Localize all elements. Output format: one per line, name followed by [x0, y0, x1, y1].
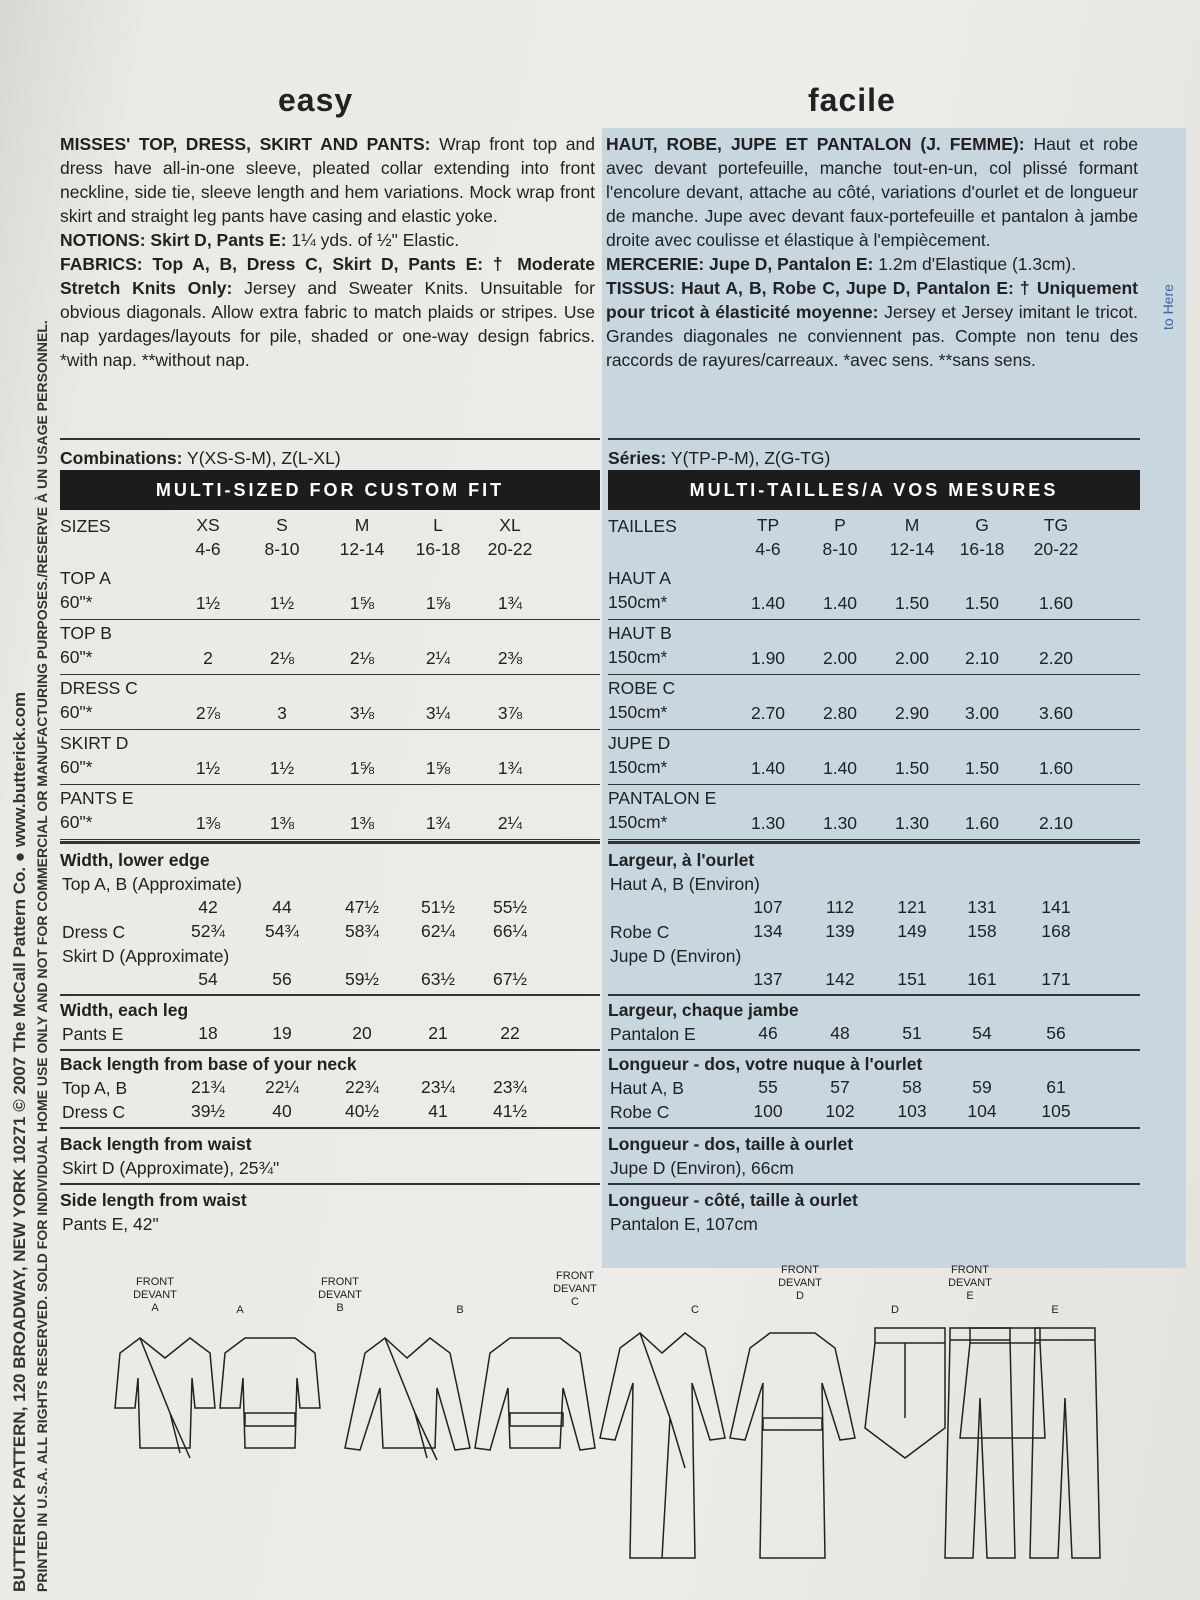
rule — [608, 438, 1140, 440]
top-a-front — [115, 1338, 215, 1458]
measurement-value: 55 — [758, 1077, 778, 1097]
rule — [60, 994, 600, 996]
view-label: FRONT DEVANT A — [133, 1276, 177, 1314]
fabric-width: 150cm* — [608, 702, 668, 722]
combinations-label: Combinations: — [60, 448, 183, 468]
size-code: TG — [1043, 515, 1069, 535]
pants-e-back — [1030, 1328, 1100, 1558]
thick-rule — [608, 841, 1140, 844]
size-range: 20-22 — [487, 539, 533, 559]
section-label: Skirt D (Approximate) — [62, 946, 230, 966]
paragraph-text: Jersey et Jersey imitant le tricot. Grandes diagonales ne conviennent pas. Compte non tenu des raccords de rayures/carreaux. *avec sens. **sans sens. — [606, 302, 1138, 370]
size-range: 8-10 — [822, 539, 858, 559]
yardage-value: 1¾ — [497, 758, 523, 778]
paragraph-text: Haut et robe avec devant portefeuille, manche tout-en-un, col plissé formant l'encolure devant, attache au côté, variations d'ourlet et de longueur de manche. Jupe avec devant faux-portefeuille et pantalon à jambe droite avec coulisse et élastique à l'empiècement. — [606, 134, 1138, 250]
size-header-row — [60, 515, 600, 563]
yardage-value: 1⅝ — [425, 758, 451, 778]
fabric-width: 150cm* — [608, 647, 668, 667]
measurement-value: 61 — [1046, 1077, 1066, 1097]
yardage-value: 1.60 — [1038, 758, 1074, 778]
measurement-value: 142 — [825, 969, 855, 989]
section-title: Longueur - dos, taille à ourlet — [608, 1134, 854, 1154]
yardage-value: 2.10 — [1038, 813, 1074, 833]
combinations-value: Y(TP-P-M), Z(G-TG) — [666, 448, 831, 468]
measurement-value: 21 — [428, 1023, 448, 1043]
yardage-value: 2⅛ — [349, 648, 375, 668]
size-code: G — [975, 515, 989, 535]
section-title: Back length from base of your neck — [60, 1054, 357, 1074]
size-range: 16-18 — [415, 539, 461, 559]
measurement-value: 112 — [826, 897, 854, 917]
measurement-value: 46 — [758, 1023, 778, 1043]
section-label: Pants E, 42" — [62, 1214, 159, 1234]
yardage-value: 1½ — [269, 758, 295, 778]
yardage-value: 1⅝ — [425, 593, 451, 613]
measurement-value: 41 — [428, 1101, 448, 1121]
section-label: Jupe D (Environ) — [610, 946, 742, 966]
measurement-value: 57 — [830, 1077, 850, 1097]
measurement-value: 39½ — [190, 1101, 226, 1121]
section-label: Skirt D (Approximate), 25¾" — [62, 1158, 280, 1178]
measurement-value: 56 — [272, 969, 292, 989]
yardage-value: 1¾ — [497, 593, 523, 613]
edge-text: to Here — [1160, 284, 1176, 330]
yardage-value: 1⅜ — [195, 813, 221, 833]
section-label: Pantalon E — [610, 1024, 696, 1044]
yardage-value: 1.50 — [964, 758, 1000, 778]
yardage-value: 2⅞ — [195, 703, 221, 723]
view-name: ROBE C — [608, 678, 676, 698]
yardage-value: 1.50 — [894, 758, 930, 778]
measurement-value: 54¾ — [264, 921, 300, 941]
paragraph-lead: MISSES' TOP, DRESS, SKIRT AND PANTS: — [60, 134, 431, 154]
yardage-value: 2.90 — [894, 703, 930, 723]
size-code: TP — [756, 515, 780, 535]
fabric-width: 60"* — [60, 592, 93, 612]
size-header-row — [608, 515, 1140, 563]
top-a-back — [220, 1338, 320, 1448]
paragraph-lead: NOTIONS: Skirt D, Pants E: — [60, 230, 287, 250]
measurement-value: 149 — [897, 921, 927, 941]
yardage-value: 1.60 — [964, 813, 1000, 833]
multi-size-banner: MULTI-SIZED FOR CUSTOM FIT — [60, 470, 600, 510]
view-label: C — [691, 1304, 699, 1316]
size-range: 12-14 — [889, 539, 935, 559]
yardage-value: 2.10 — [964, 648, 1000, 668]
view-name: JUPE D — [608, 733, 671, 753]
measurement-value: 21¾ — [190, 1077, 226, 1097]
rule — [60, 1127, 600, 1129]
yardage-value: 1.90 — [750, 648, 786, 668]
size-range: 4-6 — [195, 539, 221, 559]
measurement-value: 18 — [198, 1023, 218, 1043]
size-code: S — [276, 515, 288, 535]
yardage-value: 1.40 — [822, 593, 858, 613]
measurement-value: 19 — [272, 1023, 292, 1043]
section-title: Width, each leg — [60, 1000, 189, 1020]
measurement-value: 59½ — [344, 969, 380, 989]
top-b-front — [345, 1338, 470, 1460]
table-row — [608, 677, 1140, 730]
yardage-value: 2 — [203, 648, 213, 668]
combinations — [608, 446, 830, 470]
measurement-value: 66¼ — [492, 921, 528, 941]
table-row — [60, 622, 600, 675]
skirt-d-front — [865, 1328, 945, 1458]
view-label: A — [236, 1304, 244, 1316]
measurement-value: 139 — [825, 921, 855, 941]
dress-c-back — [730, 1333, 855, 1558]
view-label: B — [456, 1304, 464, 1316]
section-label: Top A, B — [62, 1078, 128, 1098]
measurement-value: 137 — [753, 969, 783, 989]
heading-en: easy — [278, 82, 354, 118]
section-label: Robe C — [610, 922, 670, 942]
yardage-value: 1.40 — [750, 593, 786, 613]
rule — [608, 994, 1140, 996]
measurement-value: 20 — [352, 1023, 372, 1043]
measurement-value: 47½ — [344, 897, 380, 917]
size-range: 20-22 — [1033, 539, 1079, 559]
view-name: TOP B — [60, 623, 112, 643]
rule — [608, 1183, 1140, 1185]
rule — [60, 438, 600, 440]
measurement-value: 51 — [902, 1023, 922, 1043]
measurement-value: 141 — [1041, 897, 1071, 917]
size-code: XL — [499, 515, 521, 535]
measurement-value: 102 — [825, 1101, 855, 1121]
combinations-value: Y(XS-S-M), Z(L-XL) — [182, 448, 341, 468]
paragraph — [606, 252, 1138, 276]
measurement-value: 22¼ — [264, 1077, 300, 1097]
yardage-value: 3.60 — [1038, 703, 1074, 723]
measurement-value: 104 — [967, 1101, 997, 1121]
measurement-value: 41½ — [492, 1101, 528, 1121]
size-code: M — [354, 515, 370, 535]
measurement-value: 58 — [902, 1077, 922, 1097]
section-title: Back length from waist — [60, 1134, 252, 1154]
section-label: Jupe D (Environ), 66cm — [610, 1158, 794, 1178]
yardage-value: 2¼ — [425, 648, 451, 668]
yardage-value: 1⅝ — [349, 593, 375, 613]
view-name: PANTS E — [60, 788, 134, 808]
view-label: FRONT DEVANT D — [778, 1264, 822, 1302]
yardage-value: 1.30 — [750, 813, 786, 833]
section-title: Longueur - côté, taille à ourlet — [608, 1190, 858, 1210]
yardage-value: 1⅜ — [269, 813, 295, 833]
paragraph-text: 1¼ yds. of ½" Elastic. — [286, 230, 460, 250]
paragraph — [60, 228, 595, 252]
fabric-width: 150cm* — [608, 592, 668, 612]
measurement-value: 42 — [198, 897, 218, 917]
measurement-value: 161 — [967, 969, 997, 989]
table-row — [60, 787, 600, 840]
yardage-value: 3⅛ — [349, 703, 375, 723]
measurement-value: 100 — [753, 1101, 783, 1121]
table-row — [608, 787, 1140, 840]
paragraph-lead: MERCERIE: Jupe D, Pantalon E: — [606, 254, 874, 274]
table-row — [60, 677, 600, 730]
rule — [608, 1127, 1140, 1129]
table-row — [608, 622, 1140, 675]
yardage-value: 1.40 — [750, 758, 786, 778]
measurement-value: 103 — [897, 1101, 927, 1121]
rule — [608, 1049, 1140, 1051]
section-label: Top A, B (Approximate) — [62, 874, 242, 894]
section-label: Pants E — [62, 1024, 124, 1044]
measurement-value: 58¾ — [344, 921, 380, 941]
yardage-value: 1¾ — [425, 813, 451, 833]
legal-notice: PRINTED IN U.S.A. ALL RIGHTS RESERVED. SOLD FOR INDIVIDUAL HOME USE ONLY AND NOT FOR COMMERCIAL OR MANUFACTURING PURPOSES./RESERVE À UN USAGE PERSONNEL. — [34, 320, 50, 1592]
fabric-width: 60"* — [60, 647, 93, 667]
paragraph-lead: TISSUS: Haut A, B, Robe C, Jupe D, Pantalon E: † Uniquement pour tricot à élasticité moyenne: — [606, 278, 1138, 322]
size-code: P — [834, 515, 846, 535]
measurement-value: 56 — [1046, 1023, 1066, 1043]
view-name: PANTALON E — [608, 788, 717, 808]
measurement-value: 23¼ — [420, 1077, 456, 1097]
section-title: Width, lower edge — [60, 850, 210, 870]
fabric-width: 60"* — [60, 757, 93, 777]
rule — [60, 1183, 600, 1185]
measurement-value: 62¼ — [420, 921, 456, 941]
yardage-value: 2.00 — [894, 648, 930, 668]
measurement-value: 131 — [967, 897, 997, 917]
measurement-value: 171 — [1041, 969, 1071, 989]
section-label: Dress C — [62, 1102, 126, 1122]
measurement-value: 22 — [500, 1023, 520, 1043]
measurement-value: 52¾ — [190, 921, 226, 941]
size-range: 8-10 — [264, 539, 300, 559]
yardage-value: 2.20 — [1038, 648, 1074, 668]
yardage-value: 2⅜ — [497, 648, 523, 668]
table-row — [608, 567, 1140, 620]
measurement-value: 67½ — [492, 969, 528, 989]
measurement-value: 40 — [272, 1101, 292, 1121]
yardage-value: 1½ — [269, 593, 295, 613]
paragraph — [60, 132, 595, 228]
thick-rule — [60, 841, 600, 844]
measurement-value: 54 — [972, 1023, 992, 1043]
section-title: Longueur - dos, votre nuque à l'ourlet — [608, 1054, 923, 1074]
heading-fr: facile — [808, 82, 896, 118]
yardage-value: 2¼ — [497, 813, 523, 833]
measurement-value: 23¾ — [492, 1077, 528, 1097]
top-b-back — [475, 1338, 595, 1450]
view-name: HAUT A — [608, 568, 671, 588]
yardage-value: 2.00 — [822, 648, 858, 668]
size-code: L — [433, 515, 443, 535]
yardage-value: 1½ — [195, 758, 221, 778]
yardage-value: 3⅞ — [497, 703, 523, 723]
section-label: Haut A, B (Environ) — [610, 874, 760, 894]
measurement-value: 134 — [753, 921, 783, 941]
yardage-value: 1.30 — [822, 813, 858, 833]
combinations-label: Séries: — [608, 448, 667, 468]
section-title: Largeur, chaque jambe — [608, 1000, 799, 1020]
yardage-value: 2.70 — [750, 703, 786, 723]
sizes-label: SIZES — [60, 516, 111, 536]
fabric-width: 150cm* — [608, 812, 668, 832]
size-code: M — [904, 515, 920, 535]
paragraph-lead: FABRICS: Top A, B, Dress C, Skirt D, Pants E: † Moderate Stretch Knits Only: — [60, 254, 595, 298]
view-label: E — [1051, 1304, 1059, 1316]
table-row — [60, 732, 600, 785]
yardage-value: 1.30 — [894, 813, 930, 833]
section-label: Robe C — [610, 1102, 670, 1122]
section-title: Side length from waist — [60, 1190, 247, 1210]
section-title: Largeur, à l'ourlet — [608, 850, 755, 870]
paragraph-text: Wrap front top and dress have all-in-one sleeve, pleated collar extending into front neckline, side tie, sleeve length and hem variations. Mock wrap front skirt and straight leg pants have casing and elastic yoke. — [60, 134, 595, 226]
pants-e-front — [945, 1328, 1015, 1558]
yardage-value: 2⅛ — [269, 648, 295, 668]
view-label: FRONT DEVANT B — [318, 1276, 362, 1314]
section-label: Pantalon E, 107cm — [610, 1214, 758, 1234]
yardage-value: 1.60 — [1038, 593, 1074, 613]
measurement-value: 51½ — [420, 897, 456, 917]
yardage-value: 1½ — [195, 593, 221, 613]
view-label: FRONT DEVANT C — [553, 1270, 597, 1308]
sizes-label: TAILLES — [608, 516, 677, 536]
measurement-value: 54 — [198, 969, 218, 989]
measurement-value: 59 — [972, 1077, 992, 1097]
yardage-value: 3.00 — [964, 703, 1000, 723]
size-range: 12-14 — [339, 539, 385, 559]
publisher-notice: BUTTERICK PATTERN, 120 BROADWAY, NEW YORK 10271 © 2007 The McCall Pattern Co. ● www.butterick.com — [10, 691, 29, 1592]
measurement-value: 63½ — [420, 969, 456, 989]
yardage-value: 2.80 — [822, 703, 858, 723]
measurement-value: 55½ — [492, 897, 528, 917]
paragraph — [606, 276, 1138, 372]
measurement-value: 158 — [967, 921, 997, 941]
paragraph — [606, 132, 1138, 252]
size-range: 4-6 — [755, 539, 781, 559]
table-row — [608, 732, 1140, 785]
view-label: FRONT DEVANT E — [948, 1264, 992, 1302]
measurement-value: 121 — [897, 897, 927, 917]
yardage-value: 3¼ — [425, 703, 451, 723]
yardage-value: 3 — [277, 703, 287, 723]
yardage-value: 1⅜ — [349, 813, 375, 833]
description-fr — [606, 132, 1138, 372]
rule — [60, 1049, 600, 1051]
paragraph — [60, 252, 595, 372]
paragraph-text: 1.2m d'Elastique (1.3cm). — [873, 254, 1077, 274]
size-range: 16-18 — [959, 539, 1005, 559]
combinations — [60, 446, 341, 470]
fabric-width: 60"* — [60, 812, 93, 832]
fabric-width: 60"* — [60, 702, 93, 722]
view-name: TOP A — [60, 568, 111, 588]
measurement-value: 22¾ — [344, 1077, 380, 1097]
measurement-value: 105 — [1041, 1101, 1071, 1121]
yardage-value: 1.50 — [894, 593, 930, 613]
pants-drawings — [940, 1318, 1140, 1578]
section-label: Haut A, B — [610, 1078, 684, 1098]
multi-size-banner: MULTI-TAILLES/A VOS MESURES — [608, 470, 1140, 510]
measurement-value: 44 — [272, 897, 292, 917]
paragraph-text: Jersey and Sweater Knits. Unsuitable for obvious diagonals. Allow extra fabric to match plaids or stripes. Use nap yardages/layouts for pile, shaded or one-way design fabrics. *with nap. **without nap. — [60, 278, 595, 370]
fabric-width: 150cm* — [608, 757, 668, 777]
measurement-value: 151 — [897, 969, 927, 989]
size-code: XS — [196, 515, 220, 535]
measurement-value: 107 — [753, 897, 783, 917]
view-name: HAUT B — [608, 623, 672, 643]
dress-c-front — [600, 1333, 725, 1558]
yardage-value: 1.50 — [964, 593, 1000, 613]
measurement-value: 48 — [830, 1023, 850, 1043]
yardage-value: 1.40 — [822, 758, 858, 778]
paragraph-lead: HAUT, ROBE, JUPE ET PANTALON (J. FEMME): — [606, 134, 1025, 154]
measurement-value: 168 — [1041, 921, 1071, 941]
measurement-value: 40½ — [344, 1101, 380, 1121]
view-name: DRESS C — [60, 678, 138, 698]
table-row — [60, 567, 600, 620]
view-name: SKIRT D — [60, 733, 129, 753]
section-label: Dress C — [62, 922, 126, 942]
view-label: D — [891, 1304, 899, 1316]
description-en — [60, 132, 595, 372]
yardage-value: 1⅝ — [349, 758, 375, 778]
